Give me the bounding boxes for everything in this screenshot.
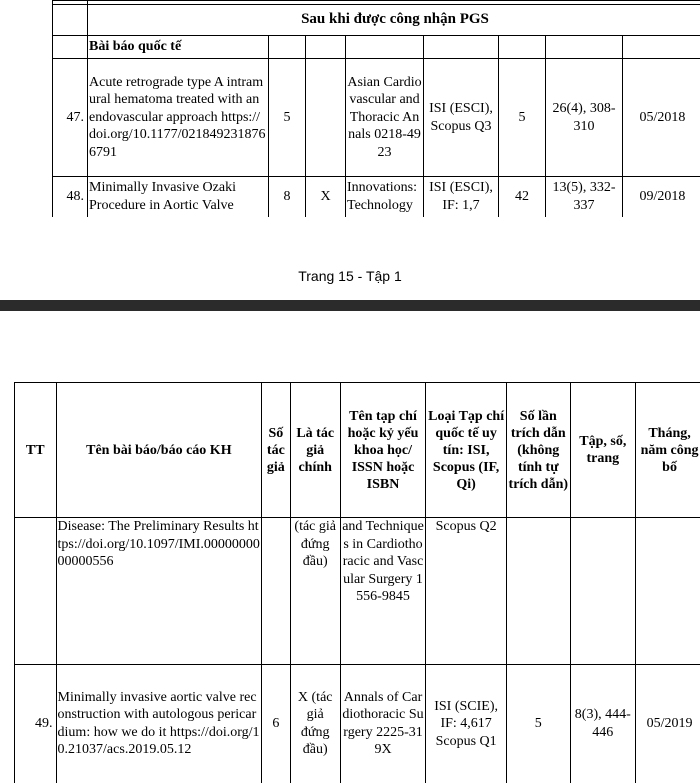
article-title: Disease: The Preliminary Results https://doi.org/10.1097/IMI.0000000000000556 [56,518,262,665]
main-author-mark: (tác giả đứng đầu) [290,518,340,665]
article-title: Acute retrograde type A intramural hematoma treated with an endovascular approach https://doi.org/10.1177/0218492318766791 [88,59,269,177]
header-volume: Tập, số, trang [570,383,636,518]
page-footer: Trang 15 - Tập 1 [0,268,700,284]
author-count: 8 [269,177,306,217]
author-count [262,518,290,665]
main-author-mark: X [306,177,346,217]
publications-table-top [52,0,700,217]
header-journal: Tên tạp chí hoặc kỷ yếu khoa học/ ISSN hoặc ISBN [340,383,425,518]
article-title: Minimally Invasive Ozaki Procedure in Aortic Valve [88,177,269,217]
table-row [53,177,700,217]
citation-count: 42 [499,177,546,217]
journal-name: Asian Cardiovascular and Thoracic Annals 0218-4923 [346,59,424,177]
row-number: 48. [53,177,88,217]
publish-date: 05/2018 [623,59,700,177]
row-number [15,518,57,665]
subsection-header-row [53,36,700,59]
publications-table-bottom [14,382,700,783]
index-type: ISI (ESCI), Scopus Q3 [424,59,499,177]
publish-date [636,518,700,665]
index-type: ISI (SCIE), IF: 4,617 Scopus Q1 [426,665,507,783]
row-number: 49. [15,665,57,783]
citation-count [507,518,570,665]
table-row [53,59,700,177]
author-count: 5 [269,59,306,177]
table-header-row [15,383,700,518]
header-authors: Số tác giả [262,383,290,518]
volume-pages [570,518,636,665]
volume-pages: 8(3), 444-446 [570,665,636,783]
publish-date: 09/2018 [623,177,700,217]
journal-name: and Techniques in Cardiothoracic and Vascular Surgery 1556-9845 [340,518,425,665]
page-divider [0,300,700,311]
article-title: Minimally invasive aortic valve reconstruction with autologous pericardium: how we do it https://doi.org/10.21037/acs.2019.05.12 [56,665,262,783]
header-index: Loại Tạp chí quốc tế uy tín: ISI, Scopus (IF, Qi) [426,383,507,518]
header-tt: TT [15,383,57,518]
table-row [15,665,700,783]
section-header-row [53,5,700,36]
journal-name: Innovations: Technology [346,177,424,217]
table-row [15,518,700,665]
document-page-bottom [0,311,700,782]
section-title: Sau khi được công nhận PGS [88,5,700,36]
header-date: Tháng, năm công bố [636,383,700,518]
journal-name: Annals of Cardiothoracic Surgery 2225-319X [340,665,425,783]
header-citations: Số lần trích dẫn (không tính tự trích dẫn) [507,383,570,518]
subsection-title: Bài báo quốc tế [88,36,269,59]
row-number: 47. [53,59,88,177]
main-author-mark [306,59,346,177]
author-count: 6 [262,665,290,783]
citation-count: 5 [499,59,546,177]
index-type: ISI (ESCI), IF: 1,7 [424,177,499,217]
index-type: Scopus Q2 [426,518,507,665]
publish-date: 05/2019 [636,665,700,783]
main-author-mark: X (tác giả đứng đầu) [290,665,340,783]
volume-pages: 26(4), 308-310 [546,59,623,177]
document-page-top [0,0,700,300]
citation-count: 5 [507,665,570,783]
header-main-author: Là tác giả chính [290,383,340,518]
volume-pages: 13(5), 332-337 [546,177,623,217]
header-title: Tên bài báo/báo cáo KH [56,383,262,518]
